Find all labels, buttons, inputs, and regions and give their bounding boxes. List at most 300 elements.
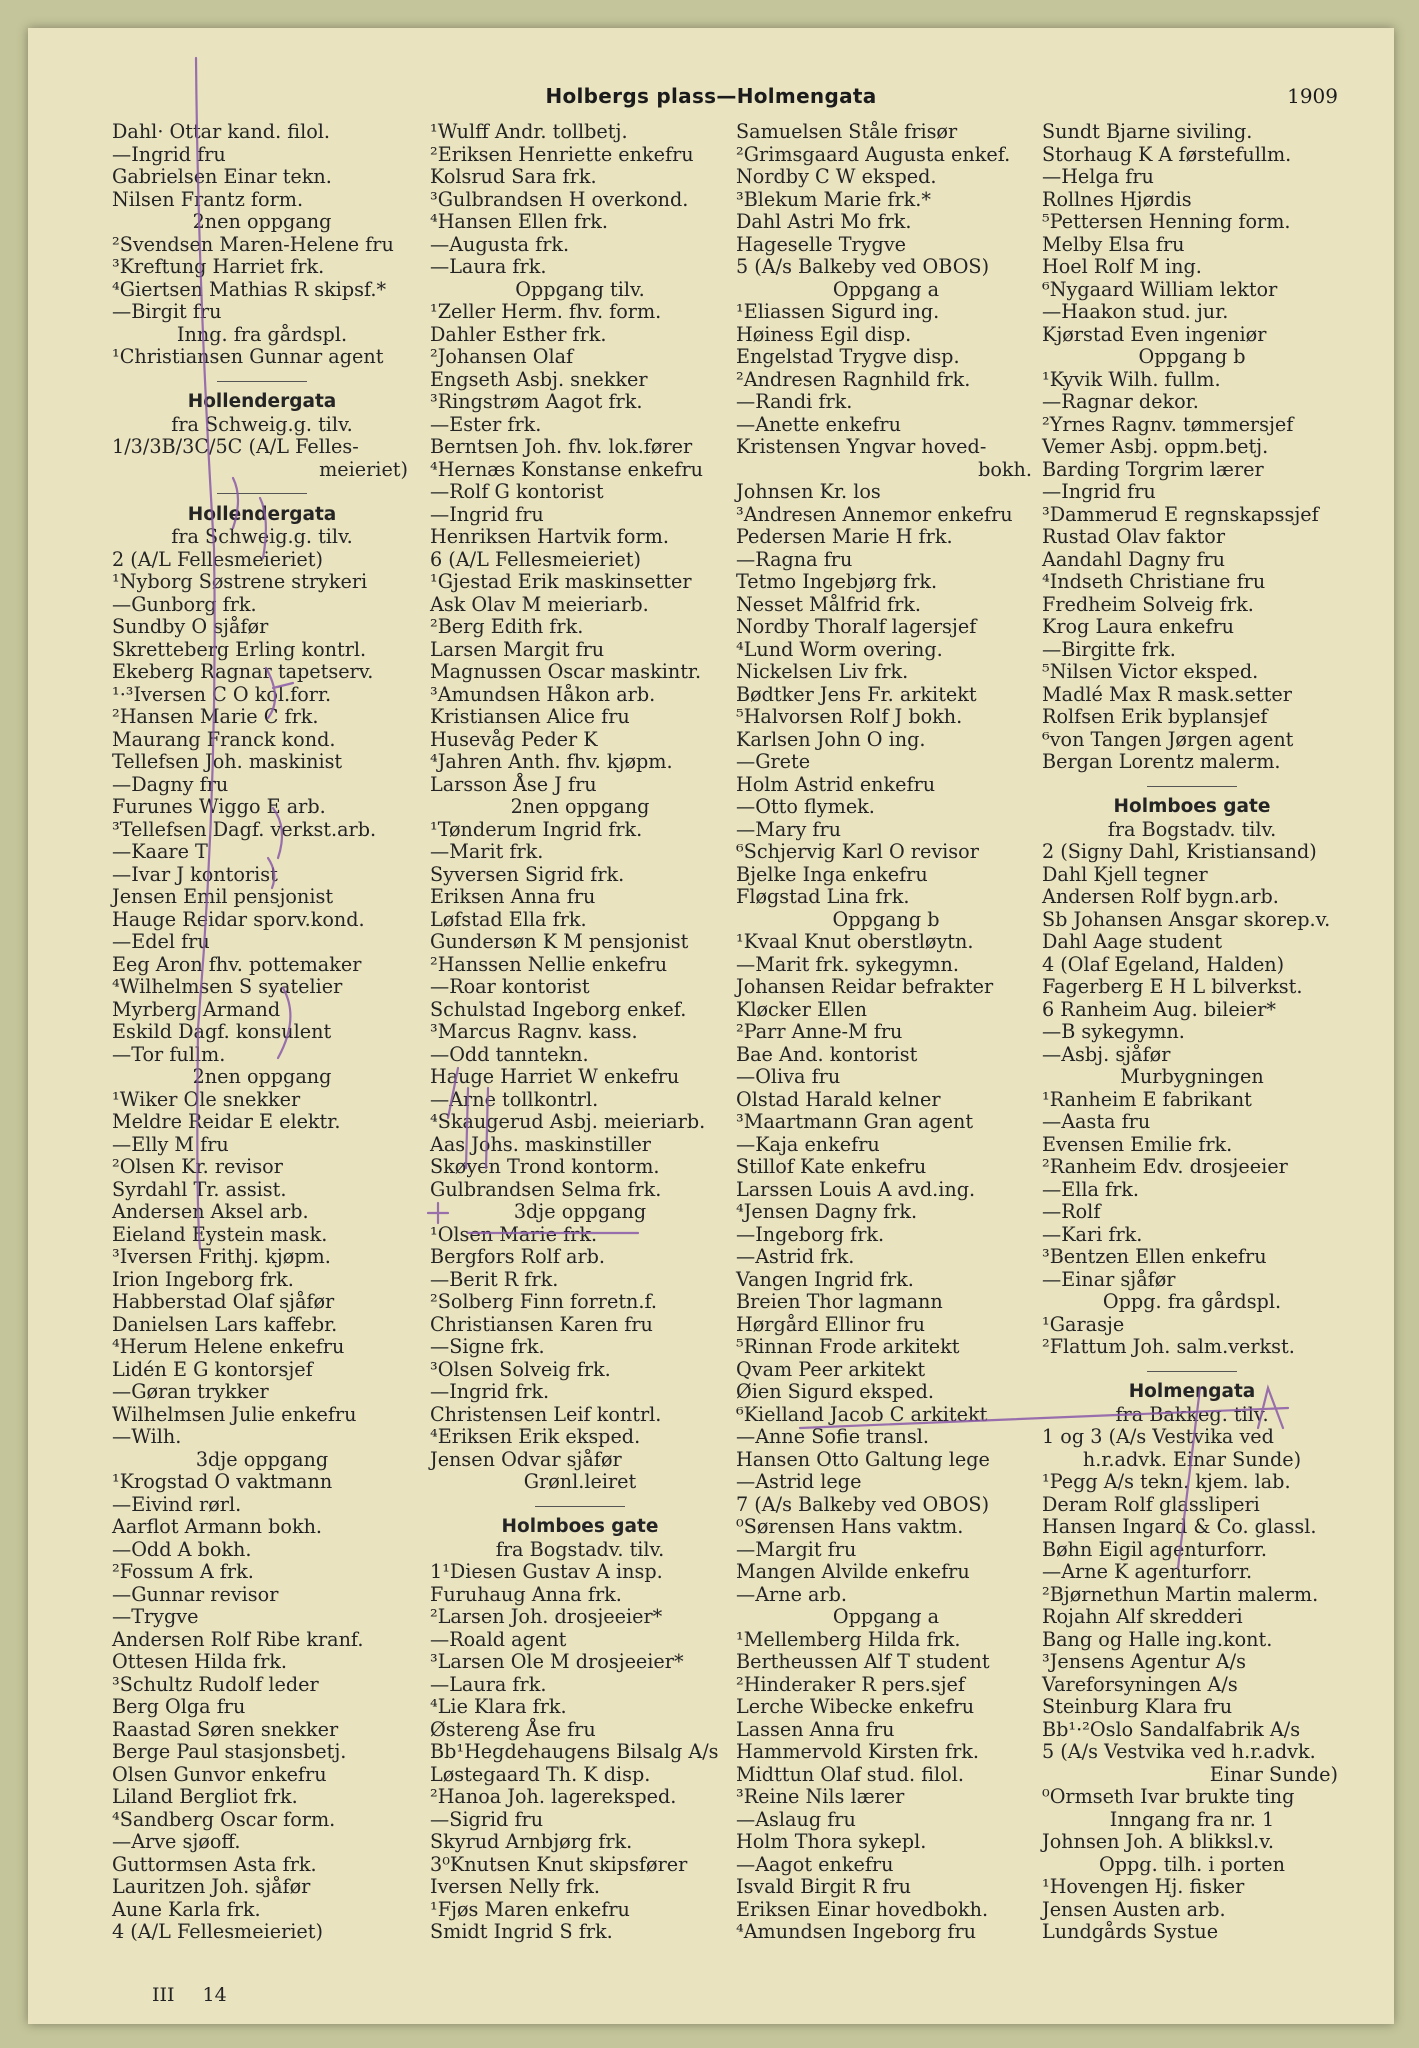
directory-entry: ³Tellefsen Dagf. verkst.arb. [112, 817, 377, 841]
directory-entry: ²Bjørnethun Martin malerm. [1042, 1582, 1319, 1606]
directory-entry: Øien Sigurd eksped. [736, 1380, 935, 1403]
directory-entry: —Ingrid fru [430, 502, 544, 526]
directory-entry: ¹Pegg A/s tekn. kjem. lab. [1042, 1470, 1291, 1493]
directory-entry: Andersen Rolf bygn.arb. [1042, 885, 1279, 908]
directory-entry: Høiness Egil disp. [736, 322, 912, 346]
street-heading: Hollendergata [187, 503, 337, 525]
directory-entry: Tellefsen Joh. maskinist [112, 750, 343, 773]
directory-entry: 6 Ranheim Aug. bileier* [1042, 997, 1276, 1021]
directory-entry: Skøyen Trond kontorm. [430, 1155, 660, 1178]
directory-entry: ⁴Giertsen Mathias R skipsf.* [112, 277, 387, 301]
page-footer: III 14 [152, 1984, 227, 2006]
directory-entry: —Aasta fru [1042, 1110, 1151, 1133]
directory-entry: ⁴Jahren Anth. fhv. kjøpm. [430, 750, 673, 773]
directory-entry: Meldre Reidar E elektr. [112, 1110, 341, 1133]
directory-entry: ⁴Herum Helene enkefru [112, 1335, 345, 1358]
subsection-label: fra Schweig.g. tilv. [171, 525, 353, 548]
directory-entry: —Gunnar revisor [112, 1582, 279, 1606]
directory-entry: Bødtker Jens Fr. arkitekt [736, 682, 977, 706]
directory-entry: Wilhelmsen Julie enkefru [112, 1402, 357, 1426]
directory-entry: Irion Ingeborg frk. [112, 1267, 294, 1291]
directory-entry: Skyrud Arnbjørg frk. [430, 1830, 633, 1853]
subsection-label: fra Bogstadv. tilv. [1107, 817, 1277, 841]
directory-entry: —Astrid lege [736, 1470, 862, 1493]
subsection-label: Oppg. fra gårdspl. [1102, 1290, 1282, 1313]
directory-entry: ⁵Nilsen Victor eksped. [1042, 660, 1259, 683]
directory-entry: —Randi frk. [736, 390, 853, 413]
directory-entry: ⁴Sandberg Oscar form. [112, 1807, 336, 1831]
directory-entry: Holm Astrid enkefru [736, 772, 936, 796]
directory-entry: Hammervold Kirsten frk. [736, 1740, 980, 1763]
directory-entry: Olsen Gunvor enkefru [112, 1762, 327, 1786]
column-2 [430, 121, 730, 1944]
directory-entry: Deram Rolf glassliperi [1042, 1492, 1260, 1516]
directory-entry: Skretteberg Erling kontrl. [112, 637, 367, 661]
directory-entry: —Kaare T [112, 840, 208, 863]
directory-entry: ³Reine Nils lærer [736, 1785, 905, 1808]
directory-entry: Smidt Ingrid S frk. [430, 1920, 613, 1943]
directory-entry: Syversen Sigrid frk. [430, 862, 625, 886]
directory-entry: Storhaug K A førstefullm. [1042, 142, 1292, 166]
directory-entry: ¹Wiker Ole snekker [112, 1087, 301, 1111]
entry-continuation: bokh. [978, 457, 1032, 481]
page-year: 1909 [1287, 84, 1338, 108]
directory-entry: —Arne tollkontrl. [430, 1087, 599, 1111]
subsection-label: Oppg. tilh. i porten [1099, 1852, 1285, 1876]
directory-entry: Johnsen Joh. A blikksl.v. [1042, 1830, 1274, 1853]
directory-entry: ²Andresen Ragnhild frk. [736, 367, 971, 391]
directory-entry: Olstad Harald kelner [736, 1087, 941, 1111]
subsection-label: 2nen oppgang [192, 210, 332, 233]
subsection-label: fra Bakkeg. tilv. [1115, 1402, 1269, 1426]
directory-entry: ²Hinderaker R pers.sjef [736, 1672, 965, 1696]
directory-entry: Bang og Halle ing.kont. [1042, 1627, 1273, 1651]
directory-entry: —Asbj. sjåfør [1042, 1042, 1171, 1066]
directory-entry: —Odd tanntekn. [430, 1042, 589, 1066]
directory-entry: —Berit R frk. [430, 1267, 559, 1291]
directory-entry: ²Ranheim Edv. drosjeeier [1042, 1155, 1288, 1178]
directory-entry: —Birgitte frk. [1042, 637, 1176, 661]
directory-entry: Kløcker Ellen [736, 997, 868, 1021]
directory-entry: Eeg Aron fhv. pottemaker [112, 952, 362, 976]
directory-entry: —Aslaug fru [736, 1807, 856, 1831]
directory-entry: Hauge Reidar sporv.kond. [112, 907, 365, 931]
subsection-label: h.r.advk. Einar Sunde) [1082, 1447, 1302, 1471]
directory-entry: Dahl· Ottar kand. filol. [112, 120, 331, 143]
directory-entry: Kristiansen Alice fru [430, 705, 630, 728]
directory-entry: ²Svendsen Maren-Helene fru [112, 232, 394, 256]
directory-entry: Sundt Bjarne siviling. [1042, 120, 1253, 143]
directory-entry: —Margit fru [736, 1537, 857, 1561]
column-3 [736, 121, 1036, 1944]
directory-entry: Jensen Emil pensjonist [112, 885, 334, 908]
directory-entry: ²Flattum Joh. salm.verkst. [1042, 1335, 1295, 1358]
directory-entry: Samuelsen Ståle frisør [736, 120, 958, 143]
directory-entry: Lerche Wibecke enkefru [736, 1695, 975, 1718]
directory-entry: —Ingeborg frk. [736, 1222, 885, 1246]
directory-entry: Bb¹Hegdehaugens Bilsalg A/s [430, 1740, 719, 1763]
directory-entry: Myrberg Armand [112, 997, 281, 1021]
directory-entry: 1 og 3 (A/s Vestvika ved [1042, 1425, 1274, 1448]
directory-entry: —Wilh. [112, 1425, 182, 1448]
directory-entry: ⁵Pettersen Henning form. [1042, 210, 1291, 233]
directory-entry: ²Fossum A frk. [112, 1560, 254, 1583]
directory-entry: Mangen Alvilde enkefru [736, 1560, 970, 1583]
directory-entry: Bergan Lorentz malerm. [1042, 750, 1281, 773]
directory-entry: ¹Olsen Marie frk. [430, 1222, 598, 1246]
directory-entry: Hansen Ingard & Co. glassl. [1042, 1515, 1317, 1538]
directory-entry: Gabrielsen Einar tekn. [112, 165, 332, 188]
directory-entry: —Eivind rørl. [112, 1492, 242, 1516]
directory-entry: ⁴Hansen Ellen frk. [430, 210, 608, 233]
directory-entry: Kolsrud Sara frk. [430, 165, 597, 188]
directory-entry: —Ragna fru [736, 547, 853, 571]
directory-entry: Hansen Otto Galtung lege [736, 1447, 990, 1471]
directory-entry: —Astrid frk. [736, 1245, 855, 1268]
directory-entry: Jensen Odvar sjåfør [430, 1447, 622, 1471]
directory-entry: —Kaja enkefru [736, 1132, 880, 1156]
directory-entry: Melby Elsa fru [1042, 232, 1185, 256]
directory-entry: Steinburg Klara fru [1042, 1695, 1233, 1718]
entry-continuation: Einar Sunde) [1209, 1762, 1338, 1786]
directory-entry: Barding Torgrim lærer [1042, 457, 1264, 481]
subsection-label: Oppgang b [832, 907, 940, 931]
directory-entry: Kjørstad Even ingeniør [1042, 322, 1267, 346]
subsection-label: Inng. fra gårdspl. [176, 322, 348, 346]
directory-entry: Berntsen Joh. fhv. lok.fører [430, 435, 693, 458]
directory-entry: Aas Johs. maskinstiller [430, 1132, 651, 1156]
directory-entry: Eieland Eystein mask. [112, 1222, 328, 1246]
directory-entry: Østereng Åse fru [430, 1717, 596, 1741]
directory-entry: Dahl Astri Mo frk. [736, 210, 912, 233]
directory-entry: Gundersøn K M pensjonist [430, 930, 689, 953]
directory-entry: Raastad Søren snekker [112, 1717, 339, 1741]
directory-entry: Rollnes Hjørdis [1042, 187, 1192, 211]
section-divider [430, 1494, 730, 1517]
directory-entry: 7 (A/s Balkeby ved OBOS) [736, 1492, 990, 1516]
directory-entry: ¹Gjestad Erik maskinsetter [430, 570, 692, 593]
directory-entry: —Anette enkefru [736, 412, 901, 436]
directory-entry: ⁴Lie Klara frk. [430, 1695, 567, 1718]
section-divider [112, 369, 412, 392]
directory-entry: —Arve sjøoff. [112, 1830, 241, 1853]
directory-entry: ²Eriksen Henriette enkefru [430, 142, 694, 166]
directory-entry: ²Grimsgaard Augusta enkef. [736, 142, 1011, 166]
directory-entry: Karlsen John O ing. [736, 727, 926, 751]
directory-entry: Isvald Birgit R fru [736, 1875, 912, 1898]
directory-entry: —Mary fru [736, 817, 842, 841]
street-heading: Holmengata [1128, 1381, 1256, 1402]
directory-entry: ⁴Jensen Dagny frk. [736, 1200, 918, 1223]
subsection-label: Murbygningen [1120, 1065, 1264, 1088]
directory-entry: Aarflot Armann bokh. [112, 1515, 323, 1538]
directory-entry: Sundby O sjåfør [112, 615, 269, 638]
directory-entry: Lundgårds Systue [1042, 1920, 1219, 1943]
directory-entry: ¹Garasje [1042, 1312, 1125, 1336]
directory-entry: —B sykegymn. [1042, 1020, 1185, 1043]
directory-entry: Nesset Målfrid frk. [736, 592, 922, 616]
directory-entry: Ottesen Hilda frk. [112, 1650, 287, 1673]
directory-entry: Rustad Olav faktor [1042, 525, 1226, 548]
directory-entry: ⁴Amundsen Ingeborg fru [736, 1920, 976, 1943]
directory-entry: Holm Thora sykepl. [736, 1830, 927, 1853]
directory-entry: —Marit frk. sykegymn. [736, 952, 959, 976]
directory-entry: —Rolf G kontorist [430, 480, 604, 503]
subsection-label: 2nen oppgang [510, 795, 650, 818]
directory-entry: Nilsen Frantz form. [112, 187, 304, 211]
directory-entry: Dahl Kjell tegner [1042, 862, 1208, 886]
subsection-label: Inngang fra nr. 1 [1109, 1807, 1275, 1831]
directory-entry: —Ragnar dekor. [1042, 390, 1199, 413]
directory-entry: Johnsen Kr. los [736, 480, 881, 503]
directory-entry: ¹·³Iversen C O kol.forr. [112, 682, 332, 706]
directory-entry: Sb Johansen Ansgar skorep.v. [1042, 907, 1331, 931]
directory-entry: ⁶Kielland Jacob C arkitekt [736, 1402, 988, 1426]
directory-entry: ⁴Eriksen Erik eksped. [430, 1425, 641, 1448]
directory-entry: 4 (A/L Fellesmeieriet) [112, 1920, 323, 1943]
directory-entry: Hageselle Trygve [736, 232, 907, 256]
directory-entry: 6 (A/L Fellesmeieriet) [430, 547, 641, 571]
subsection-label: 3dje oppgang [195, 1447, 329, 1471]
directory-entry: Christensen Leif kontrl. [430, 1402, 662, 1426]
directory-entry: ³Schultz Rudolf leder [112, 1672, 319, 1696]
directory-entry: Syrdahl Tr. assist. [112, 1177, 287, 1201]
directory-entry: ³Gulbrandsen H overkond. [430, 187, 689, 211]
subsection-label: fra Schweig.g. tilv. [171, 412, 353, 436]
directory-entry: Hørgård Ellinor fru [736, 1312, 925, 1336]
directory-entry: ³Iversen Frithj. kjøpm. [112, 1245, 331, 1268]
directory-entry: 2 (A/L Fellesmeieriet) [112, 547, 323, 571]
directory-entry: Jensen Austen arb. [1042, 1897, 1226, 1921]
directory-entry: —Sigrid fru [430, 1807, 544, 1831]
directory-entry: ¹Krogstad O vaktmann [112, 1470, 333, 1493]
directory-entry: 4 (Olaf Egeland, Halden) [1042, 952, 1285, 976]
directory-entry: ²Yrnes Ragnv. tømmersjef [1042, 412, 1294, 436]
directory-page [28, 28, 1394, 2024]
directory-entry: Fagerberg E H L bilverkst. [1042, 975, 1303, 998]
directory-entry: ¹Kvaal Knut oberstløytn. [736, 930, 974, 953]
directory-entry: —Gøran trykker [112, 1380, 269, 1403]
directory-entry: ²Johansen Olaf [430, 345, 574, 368]
directory-entry: Andersen Aksel arb. [112, 1200, 309, 1223]
directory-entry: 5 (A/s Balkeby ved OBOS) [736, 255, 990, 278]
directory-entry: Bergfors Rolf arb. [430, 1245, 606, 1268]
directory-entry: Guttormsen Asta frk. [112, 1852, 317, 1876]
directory-entry: ²Parr Anne-M fru [736, 1020, 903, 1043]
directory-entry: —Roald agent [430, 1627, 567, 1651]
directory-entry: Vemer Asbj. oppm.betj. [1042, 435, 1269, 458]
directory-entry: —Arne K agenturforr. [1042, 1560, 1253, 1583]
directory-entry: Engelstad Trygve disp. [736, 345, 960, 368]
directory-entry: Johansen Reidar befrakter [736, 975, 994, 998]
directory-entry: Breien Thor lagmann [736, 1290, 943, 1313]
directory-entry: —Trygve [112, 1605, 199, 1628]
directory-entry: Fredheim Solveig frk. [1042, 592, 1254, 616]
directory-entry: ¹Nyborg Søstrene strykeri [112, 570, 368, 593]
directory-entry: ¹Tønderum Ingrid frk. [430, 817, 643, 841]
directory-entry: —Laura frk. [430, 255, 547, 278]
directory-entry: Rolfsen Erik byplansjef [1042, 705, 1268, 728]
section-divider [1042, 1359, 1342, 1382]
directory-entry: Larsson Åse J fru [430, 772, 597, 796]
directory-entry: —Ivar J kontorist [112, 862, 278, 886]
directory-entry: ⁴Skaugerud Asbj. meieriarb. [430, 1110, 706, 1133]
directory-entry: —Oliva fru [736, 1065, 841, 1088]
directory-entry: Liland Bergliot frk. [112, 1785, 298, 1808]
column-1 [112, 121, 412, 1944]
directory-entry: Danielsen Lars kaffebr. [112, 1312, 338, 1336]
directory-entry: —Birgit fru [112, 300, 222, 323]
directory-entry: —Roar kontorist [430, 975, 590, 998]
page-title: Holbergs plass—Holmengata [545, 84, 877, 108]
directory-entry: Berge Paul stasjonsbetj. [112, 1740, 347, 1763]
directory-entry: ³Ringstrøm Aagot frk. [430, 390, 643, 413]
directory-entry: Bae And. kontorist [736, 1042, 918, 1066]
directory-entry: Stillof Kate enkefru [736, 1155, 927, 1178]
directory-entry: Midttun Olaf stud. filol. [736, 1762, 964, 1786]
directory-entry: Løstegaard Th. K disp. [430, 1762, 651, 1786]
directory-entry: ¹Christiansen Gunnar agent [112, 345, 384, 368]
subsection-label: fra Bogstadv. tilv. [495, 1537, 665, 1561]
directory-entry: ¹Ranheim E fabrikant [1042, 1087, 1252, 1111]
directory-entry: —Ingrid fru [112, 142, 226, 166]
directory-entry: ²Larsen Joh. drosjeeier* [430, 1605, 663, 1628]
directory-entry: —Grete [736, 750, 811, 773]
subsection-label: Oppgang tilv. [515, 277, 645, 301]
directory-entry: ³Marcus Ragnv. kass. [430, 1020, 638, 1043]
directory-entry: Christiansen Karen fru [430, 1312, 653, 1336]
directory-entry: Krog Laura enkefru [1042, 615, 1235, 638]
subsection-label: 3dje oppgang [513, 1200, 647, 1223]
directory-entry: ⁴Indseth Christiane fru [1042, 570, 1266, 593]
directory-entry: 1/3/3B/3C/5C (A/L Felles- [112, 435, 359, 458]
directory-entry: —Gunborg frk. [112, 592, 257, 616]
directory-entry: Aandahl Dagny fru [1042, 547, 1226, 571]
directory-entry: Lauritzen Joh. sjåfør [112, 1875, 311, 1898]
directory-entry: ¹Wulff Andr. tollbetj. [430, 120, 628, 143]
directory-entry: —Haakon stud. jur. [1042, 300, 1229, 323]
directory-entry: —Anne Sofie transl. [736, 1425, 929, 1448]
directory-entry: Hoel Rolf M ing. [1042, 255, 1202, 278]
directory-entry: ⁵Halvorsen Rolf J bokh. [736, 705, 963, 728]
directory-entry: —Signe frk. [430, 1335, 545, 1358]
directory-entry: 3⁰Knutsen Knut skipsfører [430, 1852, 688, 1876]
directory-entry: —Aagot enkefru [736, 1852, 894, 1876]
directory-entry: —Arne arb. [736, 1582, 848, 1606]
directory-entry: —Kari frk. [1042, 1222, 1143, 1246]
directory-entry: ¹Zeller Herm. fhv. form. [430, 300, 662, 323]
directory-entry: ¹Fjøs Maren enkefru [430, 1897, 630, 1921]
directory-entry: Lidén E G kontorsjef [112, 1357, 313, 1381]
page-header [28, 84, 1394, 120]
directory-entry: Vareforsyningen A/s [1042, 1672, 1238, 1696]
directory-entry: ³Bentzen Ellen enkefru [1042, 1245, 1267, 1268]
directory-entry: Gulbrandsen Selma frk. [430, 1177, 662, 1201]
directory-entry: ³Maartmann Gran agent [736, 1110, 974, 1133]
directory-entry: —Marit frk. [430, 840, 544, 863]
directory-entry: Hauge Harriet W enkefru [430, 1065, 680, 1088]
directory-entry: ²Hansen Marie C frk. [112, 705, 319, 728]
directory-entry: Dahler Esther frk. [430, 322, 607, 346]
directory-entry: Eriksen Einar hovedbokh. [736, 1897, 989, 1921]
directory-entry: ²Solberg Finn forretn.f. [430, 1290, 658, 1313]
directory-entry: Rojahn Alf skredderi [1042, 1605, 1243, 1628]
directory-entry: ³Blekum Marie frk.* [736, 187, 932, 211]
directory-entry: ⁰Ormseth Ivar brukte ting [1042, 1785, 1295, 1808]
subsection-label: Oppgang b [1138, 345, 1246, 368]
directory-entry: Bb¹·²Oslo Sandalfabrik A/s [1042, 1717, 1301, 1741]
directory-entry: ³Amundsen Håkon arb. [430, 682, 656, 706]
directory-entry: —Edel fru [112, 930, 210, 953]
section-divider [1042, 774, 1342, 797]
directory-entry: ⁶Schjervig Karl O revisor [736, 840, 979, 863]
directory-entry: —Dagny fru [112, 772, 229, 796]
directory-entry: —Odd A bokh. [112, 1537, 252, 1561]
directory-entry: Furuhaug Anna frk. [430, 1582, 622, 1606]
directory-entry: ²Hanoa Joh. lagereksped. [430, 1785, 677, 1808]
directory-entry: ³Jensens Agentur A/s [1042, 1650, 1246, 1673]
directory-entry: ³Kreftung Harriet frk. [112, 255, 325, 278]
directory-entry: ⁴Lund Worm overing. [736, 637, 943, 661]
directory-entry: Vangen Ingrid frk. [736, 1267, 914, 1291]
directory-entry: Løfstad Ella frk. [430, 907, 587, 931]
directory-entry: ³Dammerud E regnskapssjef [1042, 502, 1319, 526]
directory-entry: Lassen Anna fru [736, 1717, 895, 1741]
directory-entry: Nickelsen Liv frk. [736, 660, 909, 683]
directory-entry: Berg Olga fru [112, 1695, 246, 1718]
entry-continuation: meieriet) [319, 457, 408, 481]
directory-entry: Larssen Louis A avd.ing. [736, 1177, 976, 1201]
directory-entry: ³Larsen Ole M drosjeeier* [430, 1650, 684, 1673]
subsection-label: 2nen oppgang [192, 1065, 332, 1088]
directory-entry: —Ester frk. [430, 412, 542, 436]
directory-entry: Aune Karla frk. [112, 1897, 261, 1921]
subsection-label: Oppgang a [832, 1605, 940, 1628]
directory-entry: ¹Eliassen Sigurd ing. [736, 300, 940, 323]
directory-entry: Qvam Peer arkitekt [736, 1357, 926, 1381]
section-divider [112, 481, 412, 504]
directory-entry: Ekeberg Ragnar tapetserv. [112, 660, 374, 683]
directory-entry: Nordby Thoralf lagersjef [736, 615, 977, 638]
directory-entry: Dahl Aage student [1042, 930, 1223, 953]
directory-entry: Henriksen Hartvik form. [430, 525, 669, 548]
directory-entry: Eskild Dagf. konsulent [112, 1020, 332, 1043]
directory-entry: 5 (A/s Vestvika ved h.r.advk. [1042, 1740, 1316, 1763]
column-4 [1042, 121, 1342, 1944]
directory-entry: Furunes Wiggo E arb. [112, 795, 326, 818]
directory-entry: Kristensen Yngvar hoved- [736, 435, 987, 458]
directory-entry: ²Berg Edith frk. [430, 615, 584, 638]
directory-entry: ⁴Wilhelmsen S syatelier [112, 975, 343, 998]
directory-entry: —Einar sjåfør [1042, 1267, 1176, 1291]
directory-entry: Eriksen Anna fru [430, 885, 596, 908]
directory-entry: ³Andresen Annemor enkefru [736, 502, 1013, 526]
directory-entry: Bøhn Eigil agenturforr. [1042, 1537, 1267, 1561]
street-heading: Holmboes gate [1113, 796, 1271, 817]
directory-entry: —Rolf [1042, 1200, 1101, 1223]
directory-entry: Bertheussen Alf T student [736, 1650, 990, 1673]
directory-entry: Magnussen Oscar maskintr. [430, 660, 702, 683]
directory-entry: —Tor fullm. [112, 1042, 226, 1066]
directory-entry: Pedersen Marie H frk. [736, 525, 953, 548]
directory-entry: Bjelke Inga enkefru [736, 862, 928, 886]
directory-entry: Iversen Nelly frk. [430, 1875, 600, 1898]
directory-entry: 2 (Signy Dahl, Kristiansand) [1042, 840, 1317, 863]
directory-entry: ²Olsen Kr. revisor [112, 1155, 283, 1178]
directory-entry: ¹Mellemberg Hilda frk. [736, 1627, 961, 1651]
directory-entry: Maurang Franck kond. [112, 727, 336, 751]
subsection-label: Grønl.leiret [523, 1470, 637, 1493]
